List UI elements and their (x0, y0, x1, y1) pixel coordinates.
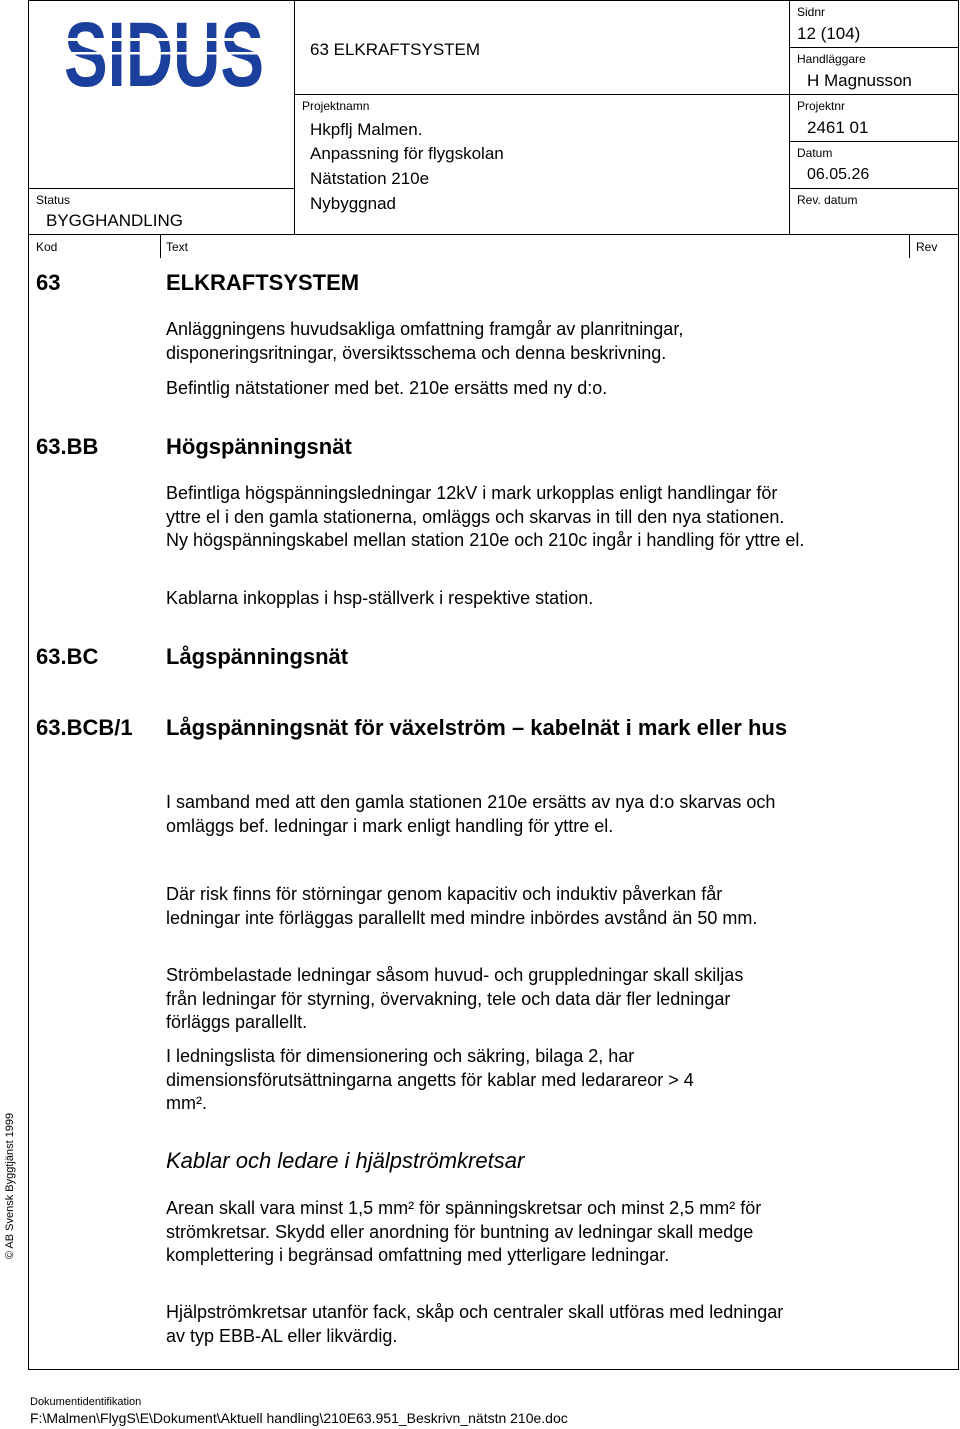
header-divider-logo (294, 0, 295, 234)
projektnamn-line-3: Nätstation 210e (310, 169, 430, 188)
sidnr-value: 12 (104) (797, 24, 861, 43)
kablar-paragraph-1: Arean skall vara minst 1,5 mm² för spänningskretsar och minst 2,5 mm² för strömkretsar. Skydd eller anordning för buntning av ledningar skall medge komplettering i begränsad omfattning med ytterligare ledningar. (166, 1198, 762, 1265)
status-label: Status (36, 193, 71, 207)
section-63bb-paragraph-2: Kablarna inkopplas i hsp-ställverk i respektive station. (166, 588, 594, 608)
header-line-logo (28, 188, 294, 189)
sidus-logo (62, 12, 267, 94)
header-line-handl (294, 94, 959, 95)
projektnamn-line-1: Hkpflj Malmen. (310, 120, 423, 139)
header-line-sidnr (789, 47, 959, 48)
datum-value: 06.05.26 (807, 166, 870, 183)
col-divider-rev (909, 234, 910, 258)
docid-value: F:\Malmen\FlygS\E\Dokument\Aktuell handling\210E63.951_Beskrivn_nätstn 210e.doc (30, 1410, 568, 1426)
header-line-bottom (28, 234, 959, 235)
section-63-paragraph-1: Anläggningens huvudsakliga omfattning framgår av planritningar, disponeringsritningar, översiktsschema och denna beskrivning. (166, 319, 684, 363)
section-63bcb1-paragraph-4: I ledningslista för dimensionering och säkring, bilaga 2, har dimensionsförutsättningarna angetts för kablar med ledarareor > 4 mm². (166, 1046, 694, 1113)
projektnamn-line-4: Nybyggnad (310, 194, 397, 213)
section-63bcb1-code: 63.BCB/1 (36, 715, 133, 740)
copyright-side-text: © AB Svensk Byggtjänst 1999 (4, 1112, 16, 1260)
projektnr-label: Projektnr (797, 99, 846, 113)
kablar-heading: Kablar och ledare i hjälpströmkretsar (166, 1148, 525, 1173)
section-63bcb1-paragraph-2: Där risk finns för störningar genom kapacitiv och induktiv påverkan får ledningar inte förläggas parallellt med mindre inbördes avstånd än 50 mm. (166, 884, 758, 928)
col-text-label: Text (166, 240, 189, 254)
col-kod-label: Kod (36, 240, 58, 254)
section-63bb-title: Högspänningsnät (166, 434, 352, 459)
section-63bc-title: Lågspänningsnät (166, 644, 349, 669)
datum-label: Datum (797, 146, 833, 160)
header-divider-right (789, 0, 790, 234)
projektnamn-label: Projektnamn (302, 99, 370, 113)
projektnr-value: 2461 01 (807, 118, 869, 137)
section-63bcb1-paragraph-1: I samband med att den gamla stationen 210e ersätts av nya d:o skarvas och omläggs bef. ledningar i mark enligt handling för yttre el. (166, 792, 776, 836)
status-value: BYGGHANDLING (46, 211, 183, 230)
projektnamn-line-2: Anpassning för flygskolan (310, 144, 504, 163)
rev-datum-label: Rev. datum (797, 193, 858, 207)
section-63-paragraph-2: Befintlig nätstationer med bet. 210e ersätts med ny d:o. (166, 378, 608, 398)
handlaggare-value: H Magnusson (807, 71, 912, 90)
col-rev-label: Rev (916, 240, 938, 254)
section-63bb-code: 63.BB (36, 434, 99, 459)
kablar-paragraph-2: Hjälpströmkretsar utanför fack, skåp och centraler skall utföras med ledningar av typ EBB-AL eller likvärdig. (166, 1302, 784, 1346)
section-63-title: ELKRAFTSYSTEM (166, 270, 360, 295)
header-line-datum (789, 188, 959, 189)
sidnr-label: Sidnr (797, 5, 826, 19)
header-line-projnr (789, 141, 959, 142)
section-63-code: 63 (36, 270, 61, 295)
doc-title: 63 ELKRAFTSYSTEM (310, 40, 481, 59)
section-63bc-code: 63.BC (36, 644, 99, 669)
docid-label: Dokumentidentifikation (30, 1396, 142, 1408)
section-63bcb1-title: Lågspänningsnät för växelström – kabelnät i mark eller hus (166, 715, 788, 740)
handlaggare-label: Handläggare (797, 52, 866, 66)
section-63bb-paragraph-1: Befintliga högspänningsledningar 12kV i mark urkopplas enligt handlingar för yttre el i den gamla stationerna, omläggs och skarvas in till den nya stationen. Ny högspänningskabel mellan station 210e och 210c ingår i handling för yttre el. (166, 483, 805, 550)
section-63bcb1-paragraph-3: Strömbelastade ledningar såsom huvud- och gruppledningar skall skiljas från ledningar för styrning, övervakning, tele och data där fler ledningar förläggs parallellt. (166, 965, 744, 1032)
col-divider-text (160, 234, 161, 258)
